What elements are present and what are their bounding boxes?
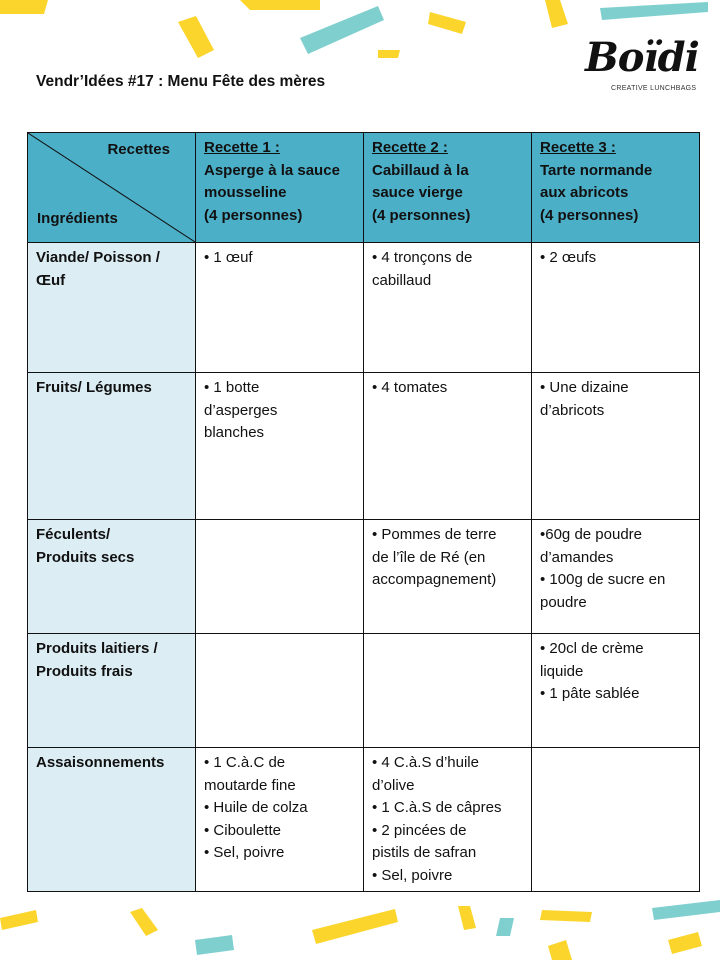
corner-label-ingredients: Ingrédients (37, 209, 118, 227)
recipe-name-line: Tarte normande (540, 161, 653, 179)
recipe-name-line: aux abricots (540, 184, 629, 201)
ingredient-cell-empty (196, 634, 364, 748)
recipe-name-line: Asperge à la sauce (204, 161, 340, 179)
ingredient-line: • 1 C.à.S de câpres (372, 799, 502, 816)
ingredient-line: poudre (540, 593, 587, 611)
ingredient-line: liquide (540, 662, 584, 680)
corner-label-recettes: Recettes (107, 141, 170, 158)
ingredient-line: • Une dizaine (540, 379, 629, 396)
recipe-label: Recette 3 : (540, 139, 616, 156)
ingredient-line: pistils de safran (372, 844, 477, 861)
ingredient-line: • Sel, poivre (372, 866, 453, 884)
recipe-servings: (4 personnes) (372, 206, 471, 224)
recipe-table (27, 132, 700, 892)
recipe-name-line: sauce vierge (372, 184, 463, 201)
ingredient-line: • 1 pâte sablée (540, 685, 640, 702)
ingredient-cell-empty (532, 748, 700, 892)
category-line: Fruits/ Légumes (36, 379, 152, 396)
ingredient-cell (364, 520, 532, 634)
category-line: Féculents/ (36, 526, 111, 543)
recipe-label: Recette 2 : (372, 139, 448, 156)
category-cell (28, 748, 196, 892)
category-cell (28, 634, 196, 748)
ingredient-cell (532, 520, 700, 634)
ingredient-cell (532, 373, 700, 520)
confetti-bottom (0, 900, 720, 960)
ingredient-line: d’amandes (540, 548, 614, 566)
ingredient-line: d’abricots (540, 401, 605, 419)
ingredient-line: • Pommes de terre (372, 526, 497, 543)
category-line: Produits frais (36, 662, 133, 680)
ingredient-line: accompagnement) (372, 571, 497, 588)
header-row (28, 133, 700, 243)
ingredient-line: d’olive (372, 776, 415, 794)
ingredient-cell (196, 243, 364, 373)
ingredient-line: • 2 œufs (540, 249, 597, 266)
table-row (28, 373, 700, 520)
boidi-logo (585, 34, 699, 100)
ingredient-line: • Sel, poivre (204, 844, 285, 861)
category-cell (28, 243, 196, 373)
table-row (28, 520, 700, 634)
recipe-name-line: mousseline (204, 184, 287, 201)
ingredient-line: • 1 œuf (204, 249, 253, 266)
table-row (28, 748, 700, 892)
ingredient-cell (364, 243, 532, 373)
recipe-name-line: Cabillaud à la (372, 161, 469, 179)
ingredient-line: • 4 C.à.S d’huile (372, 754, 479, 771)
logo-tagline: CREATIVE LUNCHBAGS (611, 85, 697, 92)
ingredient-line: • 2 pincées de (372, 821, 467, 839)
logo-wordmark: Boïdi (585, 34, 699, 81)
ingredient-cell (196, 373, 364, 520)
ingredient-line: blanches (204, 424, 265, 441)
ingredient-line: • 4 tomates (372, 379, 448, 396)
category-line: Viande/ Poisson / (36, 249, 160, 266)
ingredient-cell (364, 373, 532, 520)
recipe-servings: (4 personnes) (540, 206, 639, 224)
ingredient-line: •60g de poudre (540, 526, 643, 543)
ingredient-line: • Ciboulette (204, 821, 281, 839)
category-line: Assaisonnements (36, 754, 165, 771)
category-line: Produits laitiers / (36, 640, 158, 657)
recipe-header-2 (364, 133, 532, 243)
recipe-label: Recette 1 : (204, 139, 280, 156)
table-row (28, 243, 700, 373)
ingredient-line: • 20cl de crème (540, 640, 644, 657)
ingredient-cell-empty (196, 520, 364, 634)
header-corner-cell (28, 133, 196, 243)
document-title: Vendr’Idées #17 : Menu Fête des mères (36, 73, 326, 90)
recipe-servings: (4 personnes) (204, 206, 303, 224)
ingredient-cell-empty (364, 634, 532, 748)
ingredient-line: • 1 C.à.C de (204, 754, 286, 771)
ingredient-line: de l’île de Ré (en (372, 548, 486, 566)
ingredient-line: • Huile de colza (204, 799, 308, 816)
category-cell (28, 520, 196, 634)
category-cell (28, 373, 196, 520)
ingredient-line: • 1 botte (204, 379, 260, 396)
ingredient-line: • 4 tronçons de (372, 249, 473, 266)
ingredient-cell (532, 634, 700, 748)
category-line: Produits secs (36, 548, 135, 566)
table-row (28, 634, 700, 748)
ingredient-line: • 100g de sucre en (540, 571, 666, 588)
ingredient-line: cabillaud (372, 271, 432, 289)
recipe-header-1 (196, 133, 364, 243)
ingredient-cell (532, 243, 700, 373)
category-line: Œuf (36, 271, 66, 289)
ingredient-cell (364, 748, 532, 892)
ingredient-cell (196, 748, 364, 892)
recipe-header-3 (532, 133, 700, 243)
ingredient-line: moutarde fine (204, 776, 296, 794)
ingredient-line: d’asperges (204, 401, 278, 419)
